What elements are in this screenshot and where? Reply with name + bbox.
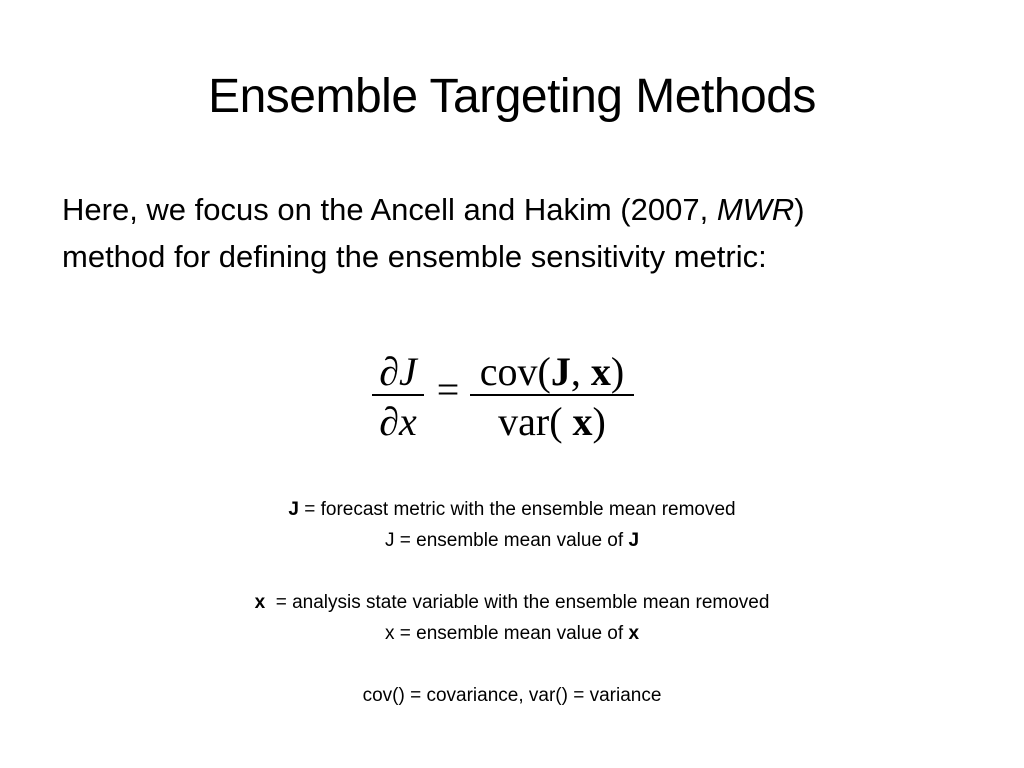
- definition-J-text: = forecast metric with the ensemble mean removed: [298, 499, 736, 520]
- definition-x-symbol: x: [254, 592, 266, 613]
- definition-J-mean-symbol: J: [628, 530, 640, 551]
- definitions-spacer: [0, 649, 1024, 680]
- rhs-numerator-arg1: J: [550, 349, 571, 394]
- definition-x: [0, 587, 1024, 618]
- definitions-block: [0, 494, 1024, 711]
- lhs-denominator-var: x: [399, 399, 417, 444]
- definition-x-mean-text: x = ensemble mean value of: [384, 623, 629, 644]
- rhs-numerator-sep: ,: [570, 349, 591, 394]
- definition-J-mean-text: J = ensemble mean value of: [384, 530, 629, 551]
- definition-x-mean: [0, 618, 1024, 649]
- rhs-numerator-close: ): [610, 349, 625, 394]
- lhs-numerator-var: J: [399, 349, 417, 394]
- definition-J: [0, 494, 1024, 525]
- definition-J-symbol: J: [288, 499, 299, 520]
- rhs-denominator-close: ): [592, 399, 606, 444]
- intro-text-part2: ): [794, 192, 805, 227]
- intro-journal: MWR: [716, 192, 795, 227]
- rhs-numerator: [470, 350, 634, 394]
- lhs-fraction: [372, 350, 424, 442]
- lhs-denominator-partial: ∂: [379, 399, 399, 444]
- definition-x-mean-symbol: x: [628, 623, 640, 644]
- slide-title: Ensemble Targeting Methods: [208, 70, 816, 123]
- definition-x-text: = analysis state variable with the ensemble mean removed: [265, 592, 770, 613]
- rhs-fraction: [470, 350, 634, 442]
- sensitivity-equation: [360, 340, 660, 460]
- intro-text-line2: method for defining the ensemble sensitivity metric:: [62, 239, 767, 274]
- intro-text-part1: Here, we focus on the Ancell and Hakim (2007,: [62, 192, 717, 227]
- definition-J-mean: [0, 525, 1024, 556]
- lhs-denominator: [372, 396, 424, 442]
- rhs-denominator-arg: x: [572, 399, 593, 444]
- lhs-numerator-partial: ∂: [379, 349, 399, 394]
- rhs-denominator-func: var(: [498, 399, 573, 444]
- equals-sign: =: [436, 367, 460, 412]
- definitions-spacer: [0, 556, 1024, 587]
- lhs-numerator: [372, 350, 424, 394]
- intro-paragraph: [62, 186, 982, 280]
- rhs-numerator-func: cov(: [479, 349, 551, 394]
- rhs-denominator: [470, 396, 634, 442]
- definition-cov-var: cov() = covariance, var() = variance: [362, 685, 662, 706]
- rhs-numerator-arg2: x: [590, 349, 611, 394]
